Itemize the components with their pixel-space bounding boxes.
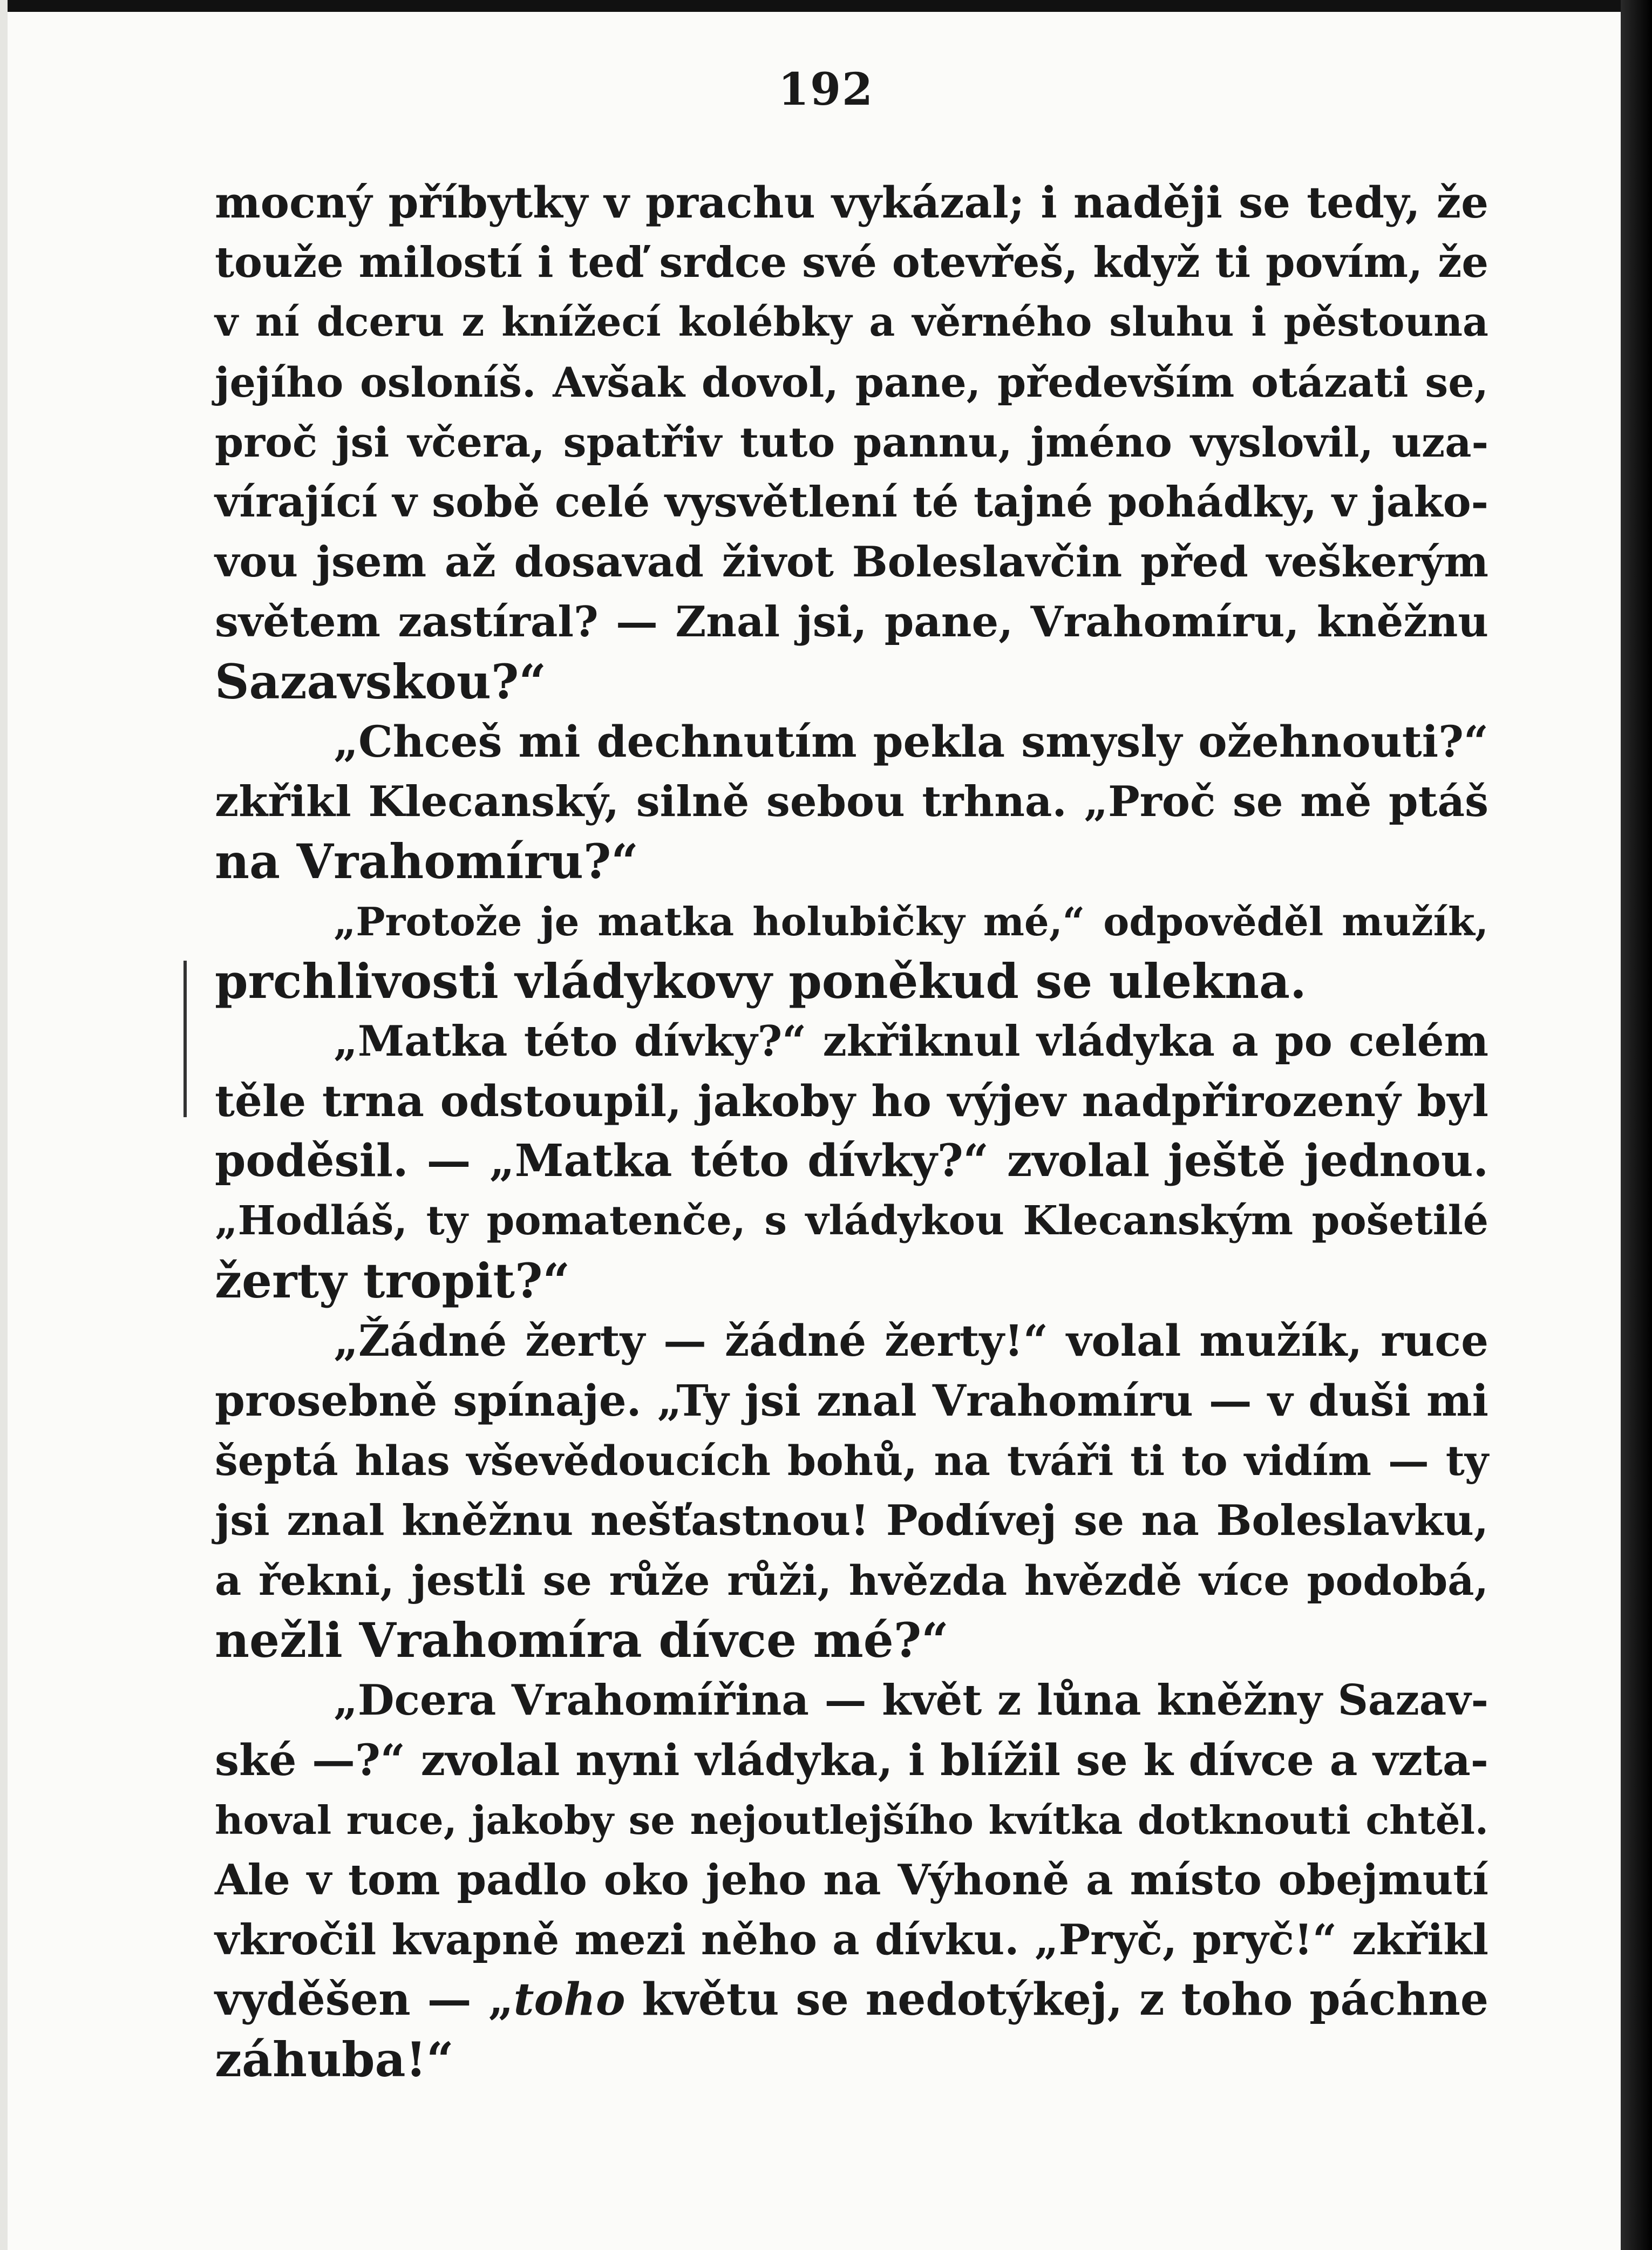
text-line: v ní dceru z knížecí kolébky a věrného sluhu i pěstouna: [215, 299, 1488, 345]
paragraph-start-line: „Protože je matka holubičky mé,“ odpověděl mužík,: [334, 899, 1488, 944]
text-line: žerty tropit?“: [215, 1253, 570, 1309]
paragraph-start-line: „Chceš mi dechnutím pekla smysly ožehnouti?“: [334, 716, 1488, 767]
paragraph-start-line: „Dcera Vrahomířina — květ z lůna kněžny Sazav-: [334, 1676, 1488, 1725]
text-line: na Vrahomíru?“: [215, 833, 639, 889]
text-line: poděsil. — „Matka této dívky?“ zvolal ještě jednou.: [215, 1135, 1488, 1187]
text-line: „Hodláš, ty pomatenče, s vládykou Klecanským pošetilé: [215, 1198, 1488, 1244]
text-line: vou jsem až dosavad život Boleslavčin před veškerým: [215, 538, 1488, 587]
text-line: prchlivosti vládykovy poněkud se ulekna.: [215, 953, 1307, 1009]
text-line-with-italic: [215, 1970, 1488, 2030]
text-line: vírající v sobě celé vysvětlení té tajné pohádky, v jako-: [215, 478, 1488, 527]
text-line: zkřikl Klecanský, silně sebou trhna. „Proč se mě ptáš: [215, 777, 1488, 826]
text-line: záhuba!“: [215, 2031, 454, 2088]
text-line: nežli Vrahomíra dívce mé?“: [215, 1612, 949, 1668]
text-line: ské —?“ zvolal nyni vládyka, i blížil se k dívce a vzta-: [215, 1735, 1488, 1785]
text-line: šeptá hlas vševědoucích bohů, na tváři ti to vidím — ty: [215, 1437, 1488, 1485]
paragraph-start-line: „Matka této dívky?“ zkřiknul vládyka a po celém: [334, 1017, 1488, 1066]
text-line: a řekni, jestli se růže růži, hvězda hvězdě více podobá,: [215, 1556, 1488, 1605]
margin-mark: [183, 961, 187, 1117]
text-line: těle trna odstoupil, jakoby ho výjev nadpřirozený byl: [215, 1076, 1488, 1126]
text-line: hoval ruce, jakoby se nejoutlejšího kvítka dotknouti chtěl.: [215, 1797, 1488, 1843]
text-line: proč jsi včera, spatřiv tuto pannu, jméno vyslovil, uza-: [215, 418, 1488, 466]
scan-right-edge: [1621, 0, 1652, 2250]
scan-left-edge: [0, 0, 8, 2250]
text-segment: květu se nedotýkej, z toho páchne: [625, 1974, 1489, 2025]
text-line: vkročil kvapně mezi něho a dívku. „Pryč, pryč!“ zkřikl: [215, 1915, 1488, 1964]
text-line: touže milostí i teď srdce své otevřeš, když ti povím, že: [215, 238, 1488, 287]
body-text: [215, 173, 1488, 2090]
scan-top-edge: [0, 0, 1652, 12]
text-line: prosebně spínaje. „Ty jsi znal Vrahomíru — v duši mi: [215, 1375, 1488, 1426]
text-segment: vyděšen — „: [215, 1974, 514, 2025]
text-line: Sazavskou?“: [215, 654, 547, 710]
text-line: jsi znal kněžnu nešťastnou! Podívej se na Boleslavku,: [215, 1496, 1488, 1545]
italic-word: toho: [513, 1974, 626, 2025]
text-line: mocný příbytky v prachu vykázal; i naději se tedy, že: [215, 177, 1488, 228]
text-line: jejího osloníš. Avšak dovol, pane, především otázati se,: [215, 358, 1488, 406]
text-line: Ale v tom padlo oko jeho na Výhoně a místo obejmutí: [215, 1855, 1488, 1905]
page-number: 192: [778, 64, 874, 115]
text-line: světem zastíral? — Znal jsi, pane, Vrahomíru, kněžnu: [215, 597, 1488, 647]
paragraph-start-line: „Žádné žerty — žádné žerty!“ volal mužík, ruce: [334, 1315, 1488, 1366]
